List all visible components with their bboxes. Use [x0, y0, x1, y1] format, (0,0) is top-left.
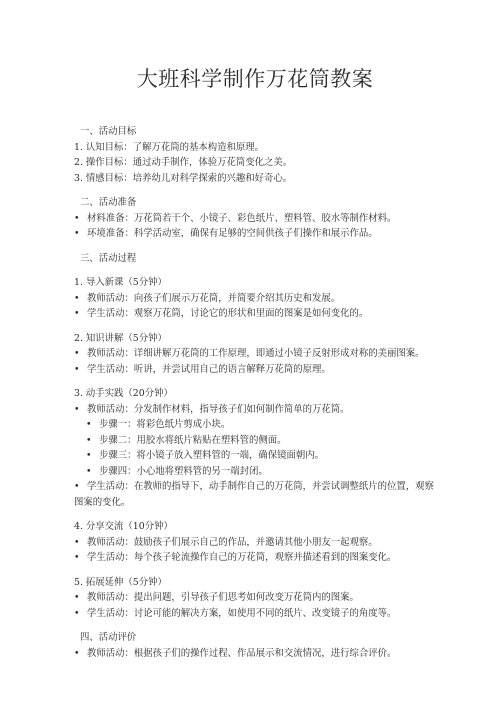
list-item-text: 学生活动：在教师的指导下，动手制作自己的万花筒，并尝试调整纸片的位置，观察图案的变化。 [74, 481, 434, 508]
bullet-icon: • [74, 647, 80, 659]
list-item-text: 学生活动：讨论可能的解决方案，如使用不同的纸片、改变镜子的角度等。 [87, 607, 397, 619]
step-heading: 2. 知识讲解（5分钟） [74, 332, 167, 344]
bullet-icon: • [74, 536, 80, 548]
list-item [74, 646, 436, 662]
step-introduction [74, 275, 436, 322]
list-item-text: 步骤三：将小镜子放入塑料管的一端，确保镜面朝内。 [99, 450, 325, 461]
list-item-text: 步骤一：将彩色纸片剪成小块。 [99, 419, 231, 430]
bullet-icon: • [86, 450, 92, 461]
bullet-icon: • [74, 552, 80, 563]
bullet-icon: • [74, 403, 80, 415]
list-item-text: 环境准备：科学活动室，确保有足够的空间供孩子们操作和展示作品。 [87, 228, 378, 239]
list-item-text: 教师活动：提出问题，引导孩子们思考如何改变万花筒内的图案。 [87, 592, 359, 603]
bullet-icon: • [86, 434, 92, 446]
bullet-icon: • [86, 419, 92, 430]
step-heading: 5. 拓展延伸（5分钟） [74, 576, 167, 588]
list-item-text: 教师活动：鼓励孩子们展示自己的作品，并邀请其他小朋友一起观察。 [87, 536, 378, 548]
section-preparation [74, 195, 436, 242]
list-item-text: 材料准备：万花筒若干个、小镜子、彩色纸片、塑料管、胶水等制作材料。 [87, 212, 397, 224]
bullet-icon: • [74, 212, 80, 224]
bullet-icon: • [86, 465, 92, 477]
list-item [74, 606, 436, 622]
section-heading: 四、活动评价 [80, 632, 137, 643]
list-item-text: 步骤二：用胶水将纸片粘贴在塑料管的侧面。 [99, 434, 287, 446]
section-heading: 三、活动过程 [80, 252, 137, 264]
sub-list-item [74, 433, 436, 449]
step-extension [74, 575, 436, 622]
step-heading: 4. 分享交流（10分钟） [74, 521, 173, 532]
list-item [74, 590, 436, 606]
list-item-text: 学生活动：听讲，并尝试用自己的语言解释万花筒的原理。 [87, 363, 331, 375]
list-item [74, 535, 436, 551]
section-process [74, 251, 436, 267]
step-heading: 3. 动手实践（20分钟） [74, 388, 173, 399]
list-item: 2. 操作目标：通过动手制作，体验万花筒变化之美。 [74, 157, 293, 168]
list-item-text: 学生活动：观察万花筒，讨论它的形状和里面的图案是如何变化的。 [87, 308, 369, 319]
list-item-text: 教师活动：分发制作材料，指导孩子们如何制作简单的万花筒。 [87, 403, 350, 415]
list-item [74, 362, 436, 378]
bullet-icon: • [74, 592, 80, 603]
list-item [74, 346, 436, 362]
bullet-icon: • [74, 228, 80, 239]
list-item-text: 教师活动：向孩子们展示万花筒，并简要介绍其历史和发展。 [87, 292, 341, 304]
list-item [74, 306, 436, 322]
bullet-icon: • [74, 292, 80, 304]
section-objectives [74, 124, 436, 186]
document-body [74, 124, 436, 661]
step-sharing [74, 519, 436, 566]
list-item [74, 211, 436, 227]
step-practice [74, 386, 436, 510]
step-heading: 1. 导入新课（5分钟） [74, 277, 167, 288]
bullet-icon: • [74, 308, 80, 319]
list-item [74, 402, 436, 418]
bullet-icon: • [74, 607, 80, 619]
sub-list-item [74, 464, 436, 480]
list-item: 1. 认知目标：了解万花筒的基本构造和原理。 [74, 141, 265, 153]
list-item [74, 479, 436, 510]
document-title: 大班科学制作万花筒教案 [136, 67, 374, 91]
section-heading: 二、活动准备 [80, 197, 137, 208]
bullet-icon: • [74, 348, 80, 359]
section-evaluation [74, 630, 436, 661]
sub-list-item [74, 448, 436, 464]
section-heading: 一、活动目标 [80, 126, 137, 137]
bullet-icon: • [74, 481, 80, 492]
list-item-text: 步骤四：小心地将塑料管的另一端封闭。 [99, 465, 268, 477]
list-item-text: 教师活动：详细讲解万花筒的工作原理，即通过小镜子反射形成对称的美丽图案。 [87, 348, 425, 359]
sub-list-item [74, 417, 436, 433]
list-item-text: 学生活动：每个孩子轮流操作自己的万花筒，观察并描述看到的图案变化。 [87, 552, 397, 563]
list-item: 3. 情感目标：培养幼儿对科学探索的兴趣和好奇心。 [74, 172, 293, 184]
step-explanation [74, 331, 436, 378]
list-item [74, 291, 436, 307]
list-item-text: 教师活动：根据孩子们的操作过程、作品展示和交流情况，进行综合评价。 [87, 647, 397, 659]
list-item [74, 550, 436, 566]
bullet-icon: • [74, 363, 80, 375]
list-item [74, 226, 436, 242]
